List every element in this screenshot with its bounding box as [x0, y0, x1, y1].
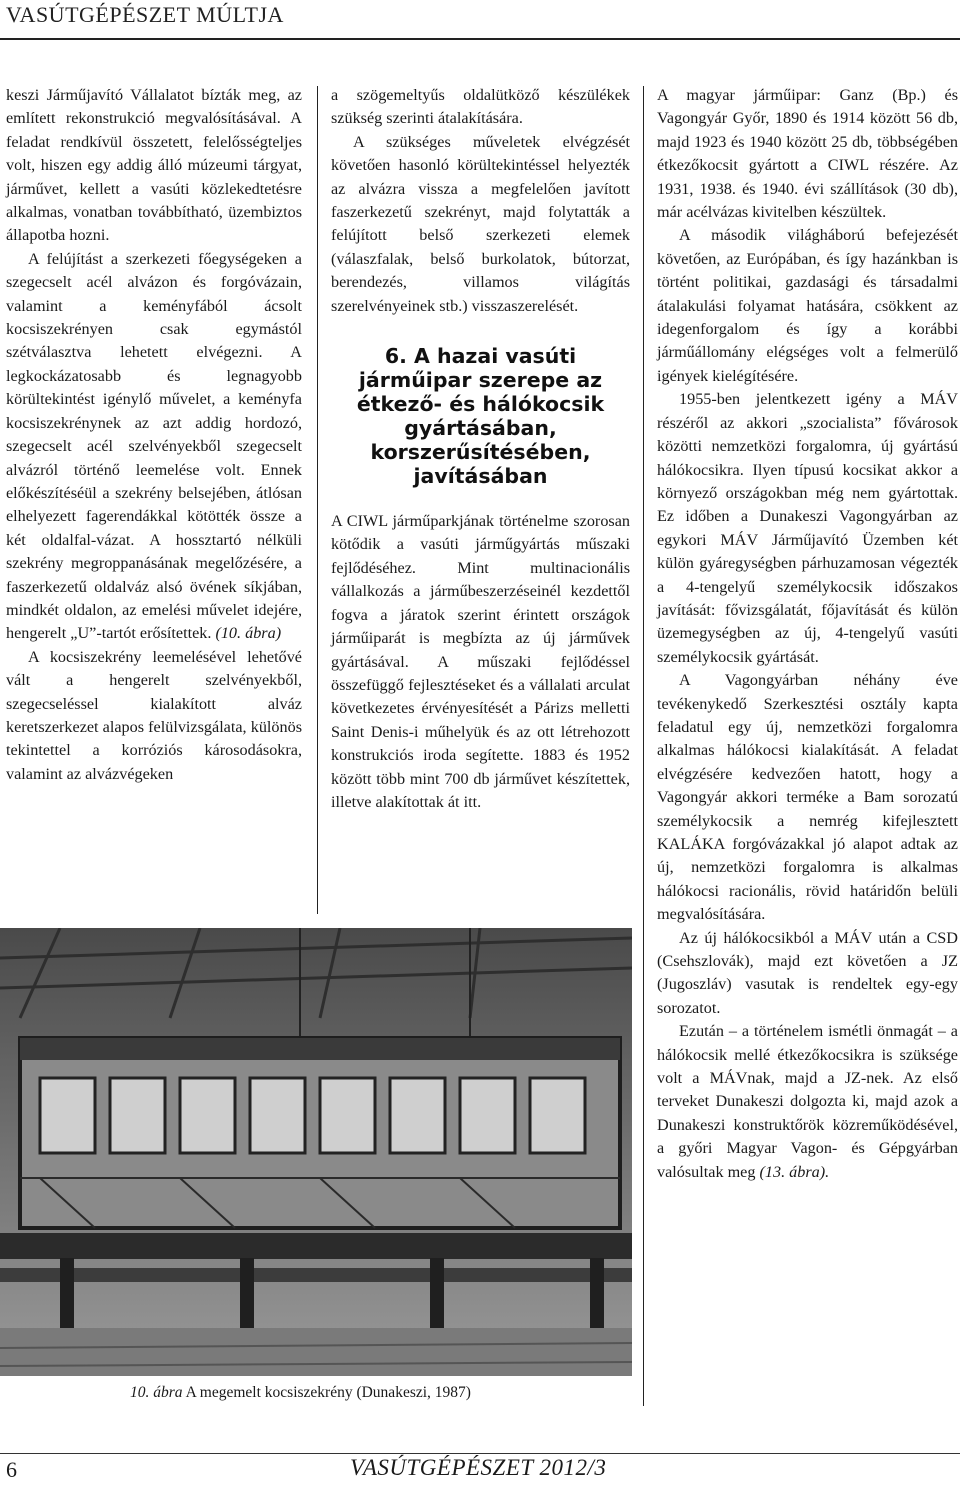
right-column: [657, 84, 958, 1184]
caption-text: A megemelt kocsiszekrény (Dunakeszi, 1987): [185, 1384, 471, 1401]
left-column: [6, 84, 302, 786]
paragraph: A CIWL járműparkjának történelme szorosan kötődik a vasúti járműgyártás műszaki fejlődéséhez. Mint multinacionális vállalkozás a járműbeszerzéseinél kezdettől fogva a járatok szerint érintett országok járműiparát is megbízta az új járművek gyártásával. A műszaki fejlődéssel összefüggő fejlesztéseket és a vállalati arculat következetes érvényesítését a Párizs melletti Saint Denis-i műhelyük és az ott létrehozott konstrukciós iroda segítette. 1883 és 1952 között több mint 700 db járművet készítettek, illetve alakítottak át itt.: [331, 512, 630, 811]
footer-divider: [0, 1453, 960, 1454]
column-divider: [317, 86, 318, 914]
paragraph: A kocsiszekrény leemelésével lehetővé vált a hengerelt szelvényekből, szegecseléssel kialakított alváz keretszerkezet alapos felülvizsgálata, különös tekintettel a korróziós károsodásokra, valamint az alvázvégeken: [6, 647, 302, 783]
journal-title: VASÚTGÉPÉSZET 2012/3: [350, 1455, 607, 1480]
middle-column: [331, 84, 630, 814]
figure-caption: [130, 1383, 500, 1403]
page-header: [0, 0, 960, 40]
paragraph: A magyar járműipar: Ganz (Bp.) és Vagongyár Győr, 1890 és 1914 között 56 db, majd 1923 és 1940 között 25 db, többségében étkezőkocsit gyártott a CIWL részére. Az 1931, 1938. és 1940. évi szállítások (30 db), már acélvázas kivitelben készültek.: [657, 86, 958, 222]
figure-photo: [0, 928, 632, 1376]
page-number: 6: [6, 1457, 17, 1482]
paragraph: keszi Járműjavító Vállalatot bízták meg, az említett rekonstrukció megvalósításával. A feladat rendkívül összetett, felelősségteljes volt, hiszen egy addig álló múzeumi tárgyat, járművet, kellett a vasúti közlekedtetésre alkalmas, vonatban továbbítható, üzembiztos állapotba hozni.: [6, 86, 302, 245]
paragraph: A felújítást a szerkezeti főegységeken a szegecselt acél alvázon és forgóvázain, valamint a keményfából ácsolt kocsiszekrényen csak egymástól szétválasztva lehetett elvégezni. A legkockázatosabb és legnagyobb körültekintést igénylő művelet, a keményfa kocsiszekrénynek az azt addig hordozó, szegecselt acél szelvényekből szegecselt alvázról történő leemelése volt. Ennek előkészítéséül a szekrény belsejében, átlósan elhelyezett fagerendákkal kötötték össze a két oldalfal-vázat. A hossztartó nélküli szekrény megroppanásának megelőzésére, a faszerkezetű oldalváz alsó övének síkjában, mindkét oldalon, az emelési művelet idejére, hengerelt „U”-tartót erősítettek. (10. ábra): [6, 249, 302, 643]
section-heading: 6. A hazai vasúti járműipar szerepe az étkező- és hálókocsik gyártásában, korszerűsítésében, javításában: [356, 344, 605, 489]
figure-reference: (10. ábra): [215, 624, 282, 643]
paragraph: a szögemeltyűs oldalütköző készülékek szükség szerinti átalakítására.: [331, 86, 630, 128]
figure-label: 10. ábra: [130, 1384, 183, 1401]
section-title: VASÚTGÉPÉSZET MÚLTJA: [6, 2, 284, 27]
figure-reference: (13. ábra).: [759, 1162, 830, 1181]
column-divider: [643, 86, 644, 1406]
paragraph: A Vagongyárban néhány éve tevékenykedő Szerkesztési osztály kapta feladatul egy új, nemzetközi forgalomra alkalmas hálókocsi kialakítását. A feladat elvégzésére kedvezően hatott, hogy a Vagongyár akkori terméke a Bam sorozatú személykocsik a nemrég kifejlesztett KALÁKA forgóvázakkal jó alapot adtak az új, nemzetközi forgalomra is alkalmas hálókocsi racionális, rövid határidőn belüli megvalósítására.: [657, 671, 958, 924]
paragraph: Az új hálókocsikból a MÁV után a CSD (Csehszlovák), majd ezt követően a JZ (Jugoszláv) vasutak is rendeltek egy-egy sorozatot.: [657, 928, 958, 1017]
paragraph: A második világháború befejezését követően, az Európában, és így hazánkban is történt politikai, gazdasági és társadalmi átalakulási folyamat hatására, csökkent az idegenforgalom és így a korábbi járműállomány elégséges volt a felmerülő igények kielégítésére.: [657, 226, 958, 385]
paragraph: 1955-ben jelentkezett igény a MÁV részéről az akkori „szocialista” fővárosok közötti nemzetközi forgalomra, új gyártású hálókocsikra. Ilyen típusú kocsikat akkor a környező országokban még nem gyártottak. Ez időben a Dunakeszi Vagongyárban az egykori MÁV Járműjavító Üzemben két külön gyáregységben párhuzamosan végezték a 4-tengelyű személykocsik időszakos javítását: fővizsgálatát, főjavítását és külön üzemegységben az új, 4-tengelyű vasúti személykocsik gyártását.: [657, 390, 958, 666]
paragraph: A szükséges műveletek elvégzését követően hasonló körültekintéssel helyezték az alvázra vissza a megfelelően javított faszerkezetű szekrényt, majd folytatták a felújított belső szerkezeti elemek (válaszfalak, belső burkolatok, bútorzat, berendezés, villamos világítás szerelvényeinek stb.) visszaszerelését.: [331, 132, 630, 315]
photo-illustration: [0, 928, 632, 1376]
paragraph: Ezután – a történelem ismétli önmagát – a hálókocsik mellé étkezőkocsikra is szüksége volt a MÁVnak, majd a JZ-nek. Az első terveket Dunakeszi dolgozta ki, majd azok a Dunakeszi konstruktőrök közreműködésével, a győri Magyar Vagon- és Gépgyárban valósultak meg (13. ábra).: [657, 1022, 958, 1181]
